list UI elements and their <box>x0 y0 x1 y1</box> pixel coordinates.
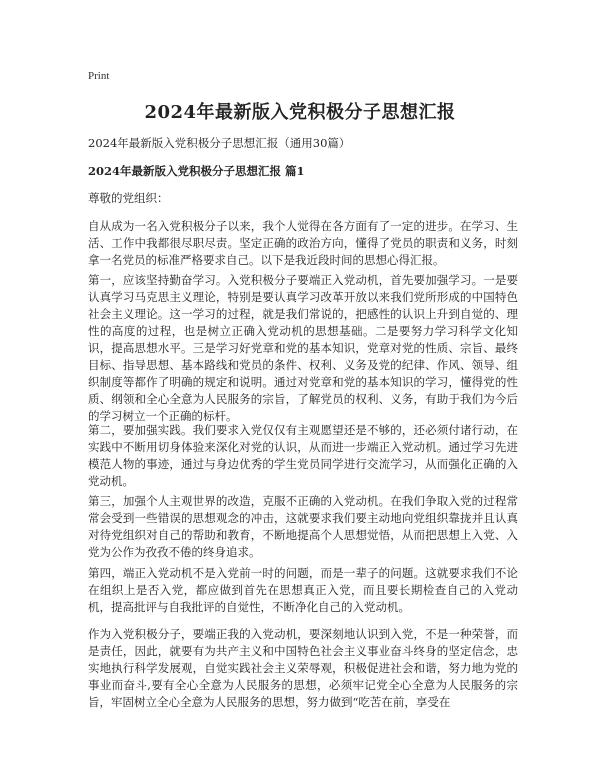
body-paragraph-1: 第一，应该坚持勤奋学习。入党积极分子要端正入党动机，首先要加强学习。一是要认真学习马克思主义理论，特别是要认真学习改革开放以来我们党所形成的中国特色社会主义理论。这一学习的过程，就是我们常说的，把感性的认识上升到自觉的、理性的高度的过程，也是树立正确入党动机的思想基础。二是要努力学习科学文化知识，提高思想水平。三是学习好党章和党的基本知识，党章对党的性质、宗旨、最终目标、指导思想、基本路线和党员的条件、权利、义务及党的纪律、作风、领导、组织制度等都作了明确的规定和说明。通过对党章和党的基本知识的学习，懂得党的性质、纲领和全心全意为人民服务的宗旨，了解党员的权利、义务，有助于我们为今后的学习树立一个正确的标杆。 <box>88 273 518 423</box>
document-subtitle: 2024年最新版入党积极分子思想汇报（通用30篇） <box>88 136 351 150</box>
body-paragraph-2: 第二，要加强实践。我们要求入党仅仅有主观愿望还是不够的，还必须付诸行动，在实践中不断用切身体验来深化对党的认识，从而进一步端正入党动机。通过学习先进模范人物的事迹，通过与身边优秀的学生党员同学进行交流学习，从而强化正确的入党动机。 <box>88 423 518 488</box>
print-link[interactable]: Print <box>88 70 110 82</box>
document-title: 2024年最新版入党积极分子思想汇报 <box>144 102 456 123</box>
salutation-paragraph: 尊敬的党组织： <box>88 191 169 205</box>
intro-paragraph: 自从成为一名入党积极分子以来，我个人觉得在各方面有了一定的进步。在学习、生活、工作中我都很尽职尽责。坚定正确的政治方向，懂得了党员的职责和义务，时刻拿一名党员的标准严格要求自己。以下是我近段时间的思想心得汇报。 <box>88 219 518 267</box>
section-heading: 2024年最新版入党积极分子思想汇报 篇1 <box>88 164 305 178</box>
body-paragraph-5: 作为入党积极分子，要端正我的入党动机，要深刻地认识到入党，不是一种荣誉，而是责任，因此，就要有为共产主义和中国特色社会主义事业奋斗终身的坚定信念，忠实地执行科学发展观，自觉实践社会主义荣辱观，积极促进社会和谐，努力地为党的事业而奋斗,要有全心全意为人民服务的思想，必须牢记党全心全意为人民服务的宗旨，牢固树立全心全意为人民服务的思想，努力做到“吃苦在前，享受在 <box>88 627 518 709</box>
body-paragraph-3: 第三，加强个人主观世界的改造，克服不正确的入党动机。在我们争取入党的过程常常会受到一些错误的思想观念的冲击，这就要求我们要主动地向党组织靠拢并且认真对待党组织对自己的帮助和教育，不断地提高个人思想觉悟，从而把思想上入党、入党为公作为孜孜不倦的终身追求。 <box>88 494 518 559</box>
body-paragraph-4: 第四，端正入党动机不是入党前一时的问题，而是一辈子的问题。这就要求我们不论在组织上是否入党，都应做到首先在思想真正入党，而且要长期检查自己的入党动机，提高批评与自我批评的自觉性，不断净化自己的入党动机。 <box>88 566 518 614</box>
